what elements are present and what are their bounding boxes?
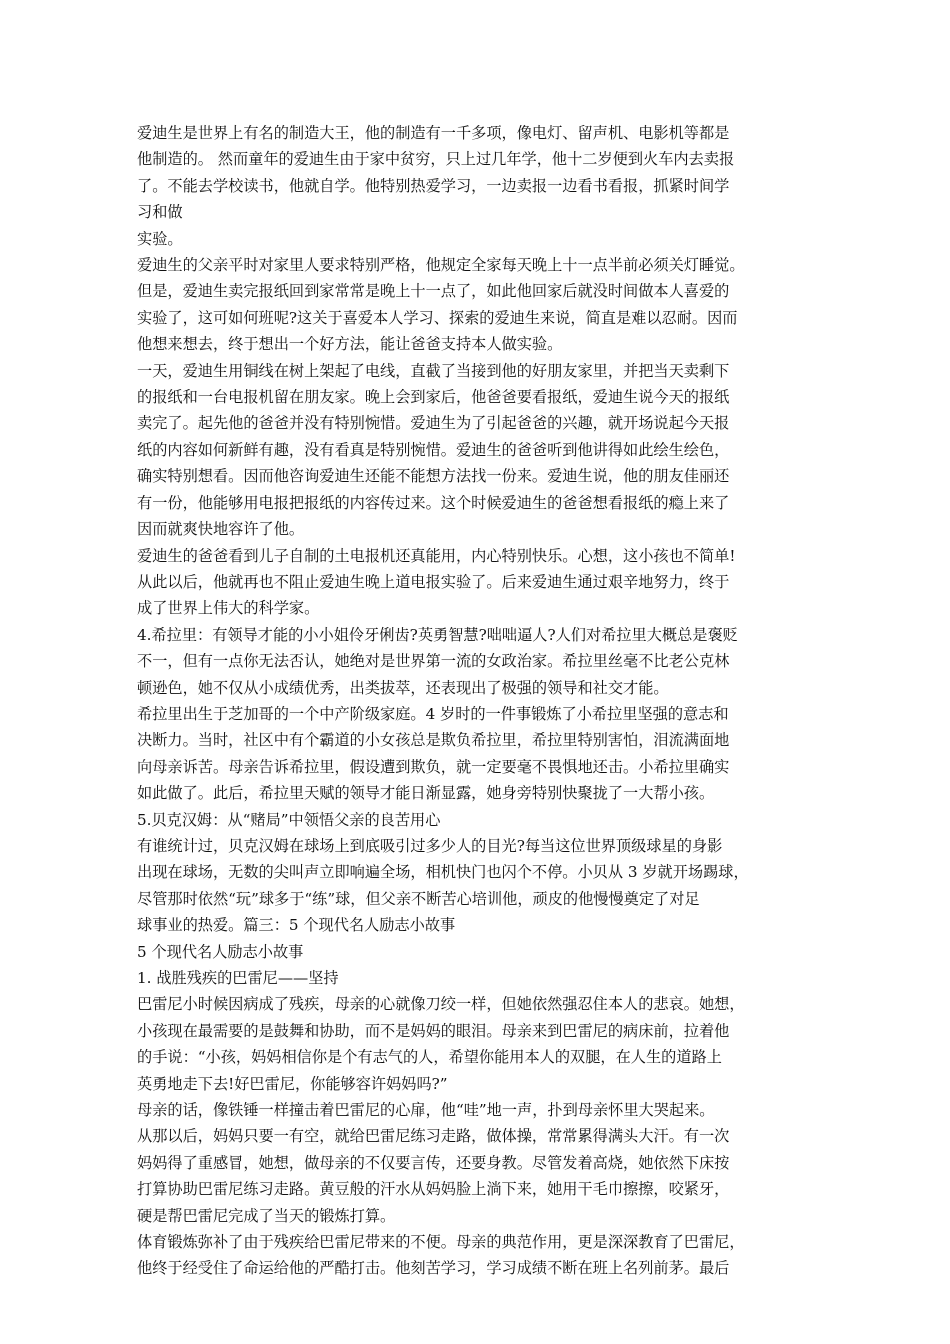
paragraph: 巴雷尼小时候因病成了残疾，母亲的心就像刀绞一样，但她依然强忍住本人的悲哀。她想， 小孩现在最需要的是鼓舞和协助，而不是妈妈的眼泪。母亲来到巴雷尼的病床前，拉着他 的手说：“小孩，妈妈相信你是个有志气的人，希望你能用本人的双腿，在人生的道路上 英勇地走下去!好巴雷尼，你能够容许妈妈吗?”	[137, 995, 745, 1093]
paragraph: 爱迪生的爸爸看到儿子自制的土电报机还真能用，内心特别快乐。心想，这小孩也不简单! 从此以后，他就再也不阻止爱迪生晚上道电报实验了。后来爱迪生通过艰辛地努力，终于 成了世界上伟大的科学家。	[137, 546, 736, 618]
paragraph: 爱迪生的父亲平时对家里人要求特别严格，他规定全家每天晚上十一点半前必须关灯睡觉。 但是，爱迪生卖完报纸回到家常常是晚上十一点了，如此他回家后就没时间做本人喜爱的 实验了，这可如何班呢?这关于喜爱本人学习、探索的爱迪生来说，简直是难以忍耐。因而 他想来想去，终于想出一个好方法，能让爸爸支持本人做实验。	[137, 256, 745, 354]
paragraph: 母亲的话，像铁锤一样撞击着巴雷尼的心扉，他“哇”地一声，扑到母亲怀里大哭起来。 从那以后，妈妈只要一有空，就给巴雷尼练习走路，做体操，常常累得满头大汗。有一次 妈妈得了重感冒，她想，做母亲的不仅要言传，还要身教。尽管发着高烧，她依然下床按 打算协助巴雷尼练习走路。黄豆般的汗水从妈妈脸上淌下来，她用干毛巾擦擦，咬紧牙， 硬是帮巴雷尼完成了当天的锻炼打算。	[137, 1101, 730, 1225]
paragraph: 有谁统计过，贝克汉姆在球场上到底吸引过多少人的目光?每当这位世界顶级球星的身影 出现在球场，无数的尖叫声立即响遍全场，相机快门也闪个不停。小贝从 3 岁就开场踢球， 尽管那时依然“玩”球多于“练”球，但父亲不断苦心培训他，顽皮的他慢慢奠定了对足 球事业的热爱。篇三：5 个现代名人励志小故事	[137, 836, 749, 935]
document-body	[137, 120, 823, 1282]
paragraph: 希拉里出生于芝加哥的一个中产阶级家庭。4 岁时的一件事锻炼了小希拉里坚强的意志和 决断力。当时，社区中有个霸道的小女孩总是欺负希拉里，希拉里特别害怕，泪流满面地 向母亲诉苦。母亲告诉希拉里，假设遭到欺负，就一定要毫不畏惧地还击。小希拉里确实 如此做了。此后，希拉里天赋的领导才能日渐显露，她身旁特别快聚拢了一大帮小孩。	[137, 704, 730, 803]
paragraph: 实验。	[137, 229, 183, 248]
section-heading: 5.贝克汉姆：从“赌局”中领悟父亲的良苦用心	[137, 810, 441, 829]
paragraph: 爱迪生是世界上有名的制造大王，他的制造有一千多项，像电灯、留声机、电影机等都是 他制造的。 然而童年的爱迪生由于家中贫穷，只上过几年学，他十二岁便到火车内去卖报 了。不能去学校读书，他就自学。他特别热爱学习，一边卖报一边看书看报，抓紧时间学 习和做	[137, 124, 735, 222]
section-heading: 1. 战胜残疾的巴雷尼——坚持	[137, 969, 339, 987]
paragraph: 4.希拉里：有领导才能的小小姐伶牙俐齿?英勇智慧?咄咄逼人?人们对希拉里大概总是褒贬 不一，但有一点你无法否认，她绝对是世界第一流的女政治家。希拉里丝毫不比老公克林 顿逊色，她不仅从小成绩优秀，出类拔萃，还表现出了极强的领导和社交才能。	[137, 625, 738, 697]
section-title: 5 个现代名人励志小故事	[137, 942, 304, 961]
paragraph: 体育锻炼弥补了由于残疾给巴雷尼带来的不便。母亲的典范作用，更是深深教育了巴雷尼， 他终于经受住了命运给他的严酷打击。他刻苦学习，学习成绩不断在班上名列前茅。最后	[137, 1233, 745, 1278]
paragraph: 一天，爱迪生用铜线在树上架起了电线，直截了当接到他的好朋友家里，并把当天卖剩下 的报纸和一台电报机留在朋友家。晚上会到家后，他爸爸要看报纸，爱迪生说今天的报纸 卖完了。起先他的爸爸并没有特别惋惜。爱迪生为了引起爸爸的兴趣，就开场说起今天报 纸的内容如何新鲜有趣，没有看真是特别惋惜。爱迪生的爸爸听到他讲得如此绘生绘色， 确实特别想看。因而他咨询爱迪生还能不能想方法找一份来。爱迪生说，他的朋友佳丽还 有一份，他能够用电报把报纸的内容传过来。这个时候爱迪生的爸爸想看报纸的瘾上来了 因而就爽快地容许了他。	[137, 361, 730, 539]
